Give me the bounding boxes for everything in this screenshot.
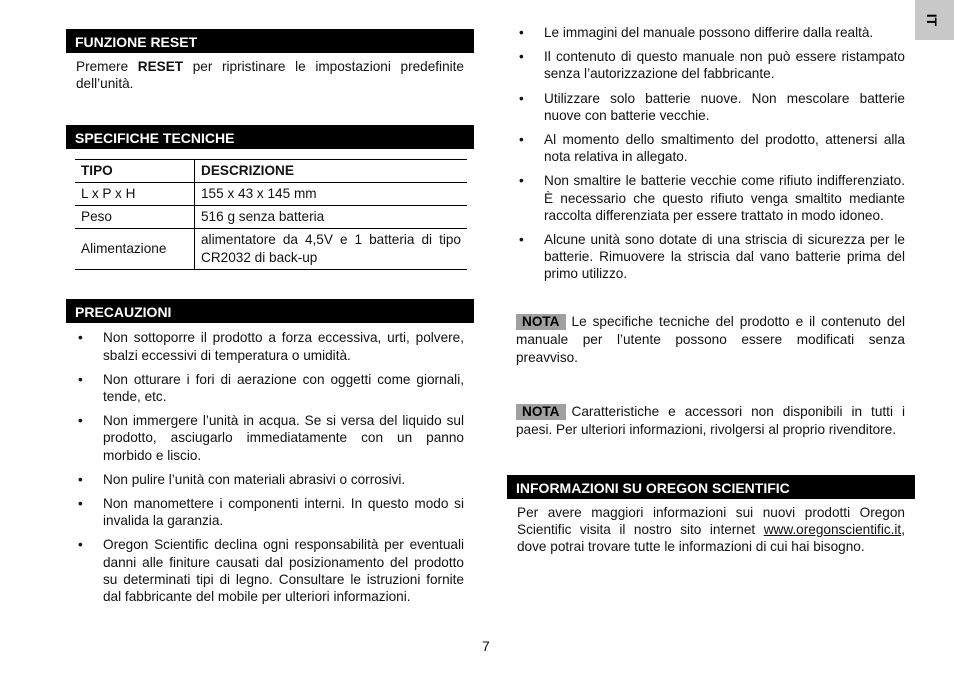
note-label: NOTA xyxy=(516,404,566,420)
note-text: Caratteristiche e accessori non disponibili in tutti i paesi. Per ulteriori informazioni, rivolgersi al proprio rivenditore. xyxy=(516,403,905,437)
list-item-text: Al momento dello smaltimento del prodotto, attenersi alla nota relativa in allegato. xyxy=(544,132,905,165)
list-item xyxy=(519,24,905,41)
table-row xyxy=(75,206,467,229)
precautions-section-title: PRECAUZIONI xyxy=(66,299,474,323)
bullet-icon: • xyxy=(519,90,524,106)
list-item-text: Non otturare i fori di aerazione con oggetti come giornali, tende, etc. xyxy=(103,371,464,405)
bullet-icon: • xyxy=(519,49,524,65)
reset-paragraph xyxy=(66,58,474,92)
list-item-text: Oregon Scientific declina ogni responsabilità per eventuali danni alle finiture causati dal posizionamento del prodotto su determinati tipi di legno. Consultare le istruzioni fornite dal fabbricante del mobile per ulteriori informazioni. xyxy=(103,537,464,605)
list-item xyxy=(519,90,905,124)
website-link[interactable]: www.oregonscientific.it xyxy=(763,521,902,537)
list-item-text: Utilizzare solo batterie nuove. Non mescolare batterie nuove con batterie vecchie. xyxy=(544,90,905,123)
oregon-info-section-title: INFORMAZIONI SU OREGON SCIENTIFIC xyxy=(507,475,915,499)
table-cell: Alimentazione xyxy=(75,229,195,270)
list-item-text: Non smaltire le batterie vecchie come rifiuto indifferenziato. È necessario che questo rifiuto venga smaltito mediante raccolta differenziata per essere trattato in modo idoneo. xyxy=(544,173,905,223)
table-cell: 516 g senza batteria xyxy=(195,206,468,229)
bullet-icon: • xyxy=(78,537,83,553)
reset-keyword: RESET xyxy=(137,59,184,74)
bullet-icon: • xyxy=(78,371,83,387)
reset-section-title: FUNZIONE RESET xyxy=(66,29,474,53)
list-item xyxy=(519,131,905,165)
list-item-text: Non immergere l’unità in acqua. Se si versa del liquido sul prodotto, asciugarlo immediatamente con un panno morbido e liscio. xyxy=(103,413,464,463)
bullet-icon: • xyxy=(78,413,83,429)
list-item-text: Le immagini del manuale possono differire dalla realtà. xyxy=(544,25,874,40)
table-cell: alimentatore da 4,5V e 1 batteria di tipo CR2032 di back-up xyxy=(195,229,468,270)
list-item xyxy=(78,371,464,405)
list-item-text: Non pulire l’unità con materiali abrasivi o corrosivi. xyxy=(103,471,406,487)
table-cell: 155 x 43 x 145 mm xyxy=(195,183,468,206)
specs-table-header xyxy=(75,160,467,183)
bullet-icon: • xyxy=(519,232,524,248)
list-item xyxy=(78,471,464,488)
right-column xyxy=(507,24,915,555)
list-item xyxy=(78,412,464,464)
bullet-icon: • xyxy=(519,132,524,148)
list-item xyxy=(78,329,464,363)
info-text-before: Per avere maggiori informazioni sui nuovi prodotti Oregon Scientific visita il nostro sito internet xyxy=(517,504,905,537)
specs-header-description: DESCRIZIONE xyxy=(195,160,468,183)
reset-text-before: Premere xyxy=(76,59,138,74)
language-tab-label: IT xyxy=(924,13,941,27)
table-row xyxy=(75,183,467,206)
info-text-after: , dove potrai trovare tutte le informazioni di cui hai bisogno. xyxy=(517,521,905,555)
list-item xyxy=(519,172,905,224)
bullet-icon: • xyxy=(78,330,83,346)
bullet-icon: • xyxy=(519,25,524,40)
left-column xyxy=(66,24,474,612)
bullet-icon: • xyxy=(78,471,83,487)
note-label: NOTA xyxy=(516,314,566,330)
list-item-text: Non sottoporre il prodotto a forza eccessiva, urti, polvere, sbalzi eccessivi di temperatura o umidità. xyxy=(103,330,464,363)
list-item xyxy=(519,231,905,283)
note-specs-change xyxy=(507,313,915,367)
specs-section-title: SPECIFICHE TECNICHE xyxy=(66,125,474,149)
list-item-text: Il contenuto di questo manuale non può essere ristampato senza l’autorizzazione del fabbricante. xyxy=(544,49,905,82)
list-item xyxy=(519,48,905,82)
table-row xyxy=(75,229,467,270)
table-cell: Peso xyxy=(75,206,195,229)
precautions-list xyxy=(66,329,474,605)
page-number: 7 xyxy=(482,638,490,654)
language-tab xyxy=(915,0,954,40)
reset-text-after: per ripristinare le impostazioni predefinite dell’unità. xyxy=(76,59,464,92)
note-availability xyxy=(507,403,915,439)
general-notes-list xyxy=(507,24,915,283)
specs-table xyxy=(75,159,467,270)
bullet-icon: • xyxy=(78,496,83,512)
list-item-text: Non manomettere i componenti interni. In questo modo si invalida la garanzia. xyxy=(103,496,464,529)
list-item xyxy=(78,536,464,605)
specs-header-type: TIPO xyxy=(75,160,195,183)
oregon-info-paragraph xyxy=(507,504,915,556)
list-item xyxy=(78,495,464,529)
table-cell: L x P x H xyxy=(75,183,195,206)
list-item-text: Alcune unità sono dotate di una striscia di sicurezza per le batterie. Rimuovere la striscia dal vano batterie prima del primo utilizzo. xyxy=(544,232,905,282)
bullet-icon: • xyxy=(519,173,524,189)
note-text: Le specifiche tecniche del prodotto e il contenuto del manuale per l’utente possono essere modificati senza preavviso. xyxy=(516,313,905,365)
